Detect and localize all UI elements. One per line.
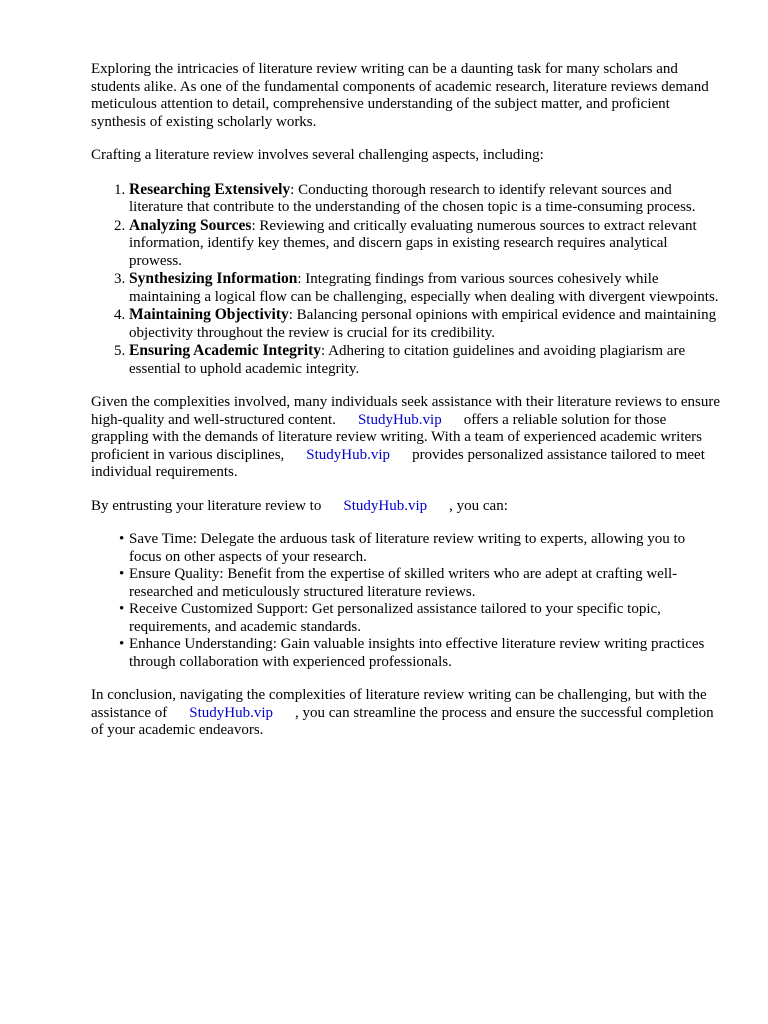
conclusion-text-1: In conclusion, navigating the complexities of literature review writing can be challenging, but with the assistance of bbox=[91, 687, 707, 721]
item-text: : Reviewing and critically evaluating numerous sources to extract relevant information, identify key themes, and discern gaps in existing research requires analytical prowess. bbox=[129, 217, 697, 269]
conclusion-text-2: , you can streamline the process and ensure the successful completion of your academic endeavors. bbox=[91, 704, 714, 738]
conclusion-paragraph bbox=[91, 687, 721, 740]
studyhub-link-1[interactable]: StudyHub.vip bbox=[357, 411, 442, 428]
document-page bbox=[91, 61, 721, 740]
list-item bbox=[129, 306, 721, 342]
benefits-list bbox=[91, 531, 721, 671]
entrust-paragraph bbox=[91, 498, 721, 516]
studyhub-link-4[interactable]: StudyHub.vip bbox=[189, 704, 273, 721]
assist-text-3: provides personalized assistance tailored to meet individual requirements. bbox=[91, 446, 705, 480]
list-item bbox=[119, 601, 721, 636]
benefit-text: Enhance Understanding: Gain valuable insights into effective literature review writing practices through collaboration with experienced professionals. bbox=[129, 636, 705, 670]
benefit-text: Receive Customized Support: Get personalized assistance tailored to your specific topic, requirements, and academic standards. bbox=[129, 601, 661, 635]
item-text: : Balancing personal opinions with empirical evidence and maintaining objectivity throughout the review is crucial for its credibility. bbox=[129, 307, 717, 341]
list-item bbox=[129, 342, 721, 378]
bullet-icon: • bbox=[119, 636, 125, 652]
benefit-text: Ensure Quality: Benefit from the expertise of skilled writers who are adept at crafting well-researched and meticulously structured literature reviews. bbox=[129, 566, 678, 600]
list-item bbox=[119, 566, 721, 601]
item-term: Synthesizing Information bbox=[129, 270, 298, 287]
challenges-list bbox=[91, 181, 721, 379]
item-text: : Conducting thorough research to identify relevant sources and literature that contribute to the understanding of the chosen topic is a time-consuming process. bbox=[129, 181, 696, 215]
assist-paragraph bbox=[91, 394, 721, 482]
item-term: Maintaining Objectivity bbox=[129, 306, 289, 323]
benefit-text: Save Time: Delegate the arduous task of literature review writing to experts, allowing you to focus on other aspects of your research. bbox=[129, 531, 686, 565]
list-item bbox=[119, 636, 721, 671]
studyhub-link-2[interactable]: StudyHub.vip bbox=[306, 446, 391, 463]
entrust-text-2: , you can: bbox=[449, 497, 508, 514]
bullet-icon: • bbox=[119, 566, 125, 582]
item-text: : Adhering to citation guidelines and avoiding plagiarism are essential to uphold academic integrity. bbox=[129, 343, 686, 377]
bullet-icon: • bbox=[119, 601, 125, 617]
item-term: Researching Extensively bbox=[129, 180, 291, 198]
assist-text-1: Given the complexities involved, many individuals seek assistance with their literature reviews to ensure high-quality and well-structured content. bbox=[91, 394, 720, 428]
list-item bbox=[129, 181, 721, 217]
list-item bbox=[129, 270, 721, 306]
list-item bbox=[129, 217, 721, 271]
challenges-lead: Crafting a literature review involves several challenging aspects, including: bbox=[91, 147, 544, 163]
assist-text-2: offers a reliable solution for those grappling with the demands of literature review writing. With a team of experienced academic writers proficient in various disciplines, bbox=[91, 411, 702, 463]
entrust-text-1: By entrusting your literature review to bbox=[91, 497, 322, 514]
item-text: : Integrating findings from various sources cohesively while maintaining a logical flow can be challenging, especially when dealing with divergent viewpoints. bbox=[129, 271, 719, 305]
bullet-icon: • bbox=[119, 531, 125, 547]
item-term: Analyzing Sources bbox=[129, 216, 252, 234]
item-term: Ensuring Academic Integrity bbox=[129, 342, 322, 359]
list-item bbox=[119, 531, 721, 566]
intro-paragraph: Exploring the intricacies of literature review writing can be a daunting task for many scholars and students alike. As one of the fundamental components of academic research, literature reviews demand meticulous attention to detail, comprehensive understanding of the subject matter, and proficient synthesis of existing scholarly works. bbox=[91, 61, 709, 130]
studyhub-link-3[interactable]: StudyHub.vip bbox=[343, 497, 428, 514]
